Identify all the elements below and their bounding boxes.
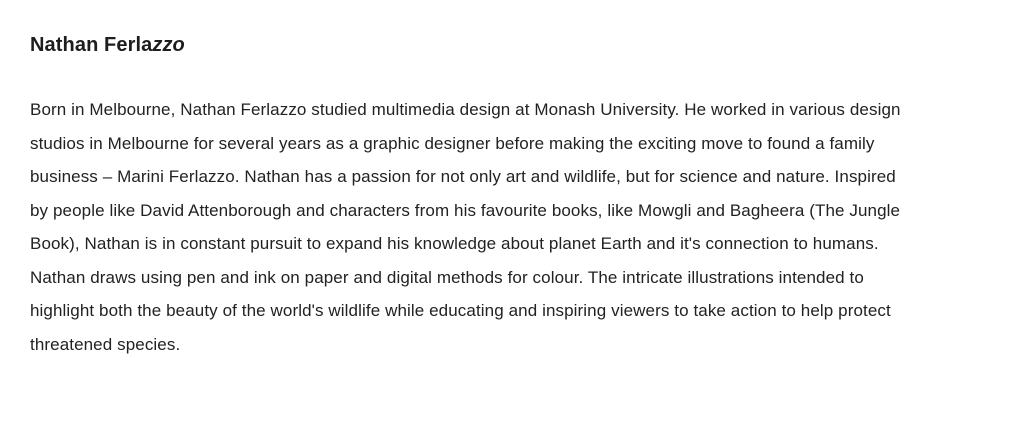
bio-line: business – Marini Ferlazzo. Nathan has a passion for not only art and wildlife, but for science and nature. Inspired (30, 167, 896, 186)
bio-line: by people like David Attenborough and characters from his favourite books, like Mowgli and Bagheera (The Jungle (30, 200, 901, 220)
artist-name-regular: Nathan Ferla (30, 34, 153, 56)
bio-line: studios in Melbourne for several years as a graphic designer before making the exciting move to found a family (30, 133, 875, 153)
bio-line: highlight both the beauty of the world's wildlife while educating and inspiring viewers to take action to help protect (30, 301, 891, 320)
bio-line: Born in Melbourne, Nathan Ferlazzo studied multimedia design at Monash University. He worked in various design (30, 100, 901, 119)
bio-line: Nathan draws using pen and ink on paper and digital methods for colour. The intricate illustrations intended to (30, 267, 864, 287)
artist-bio-text (30, 93, 974, 361)
bio-line: Book), Nathan is in constant pursuit to expand his knowledge about planet Earth and it's connection to humans. (30, 234, 879, 253)
page-title (30, 33, 974, 57)
artist-name-italic: zzo (152, 34, 185, 56)
bio-line: threatened species. (30, 334, 181, 354)
